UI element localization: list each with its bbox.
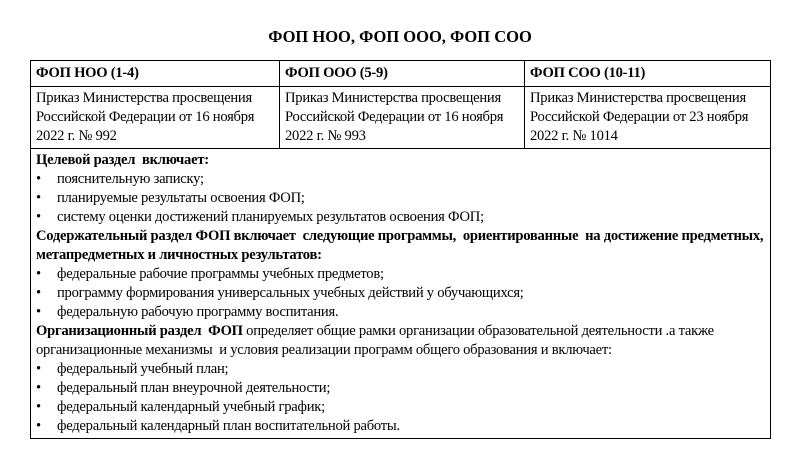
header-ooo: ФОП ООО (5-9) (280, 61, 525, 87)
org-text: определяет общие рамки организации образовательной деятельности .а также организационные механизмы и условия реализации программ общего образования и включает: (36, 323, 718, 358)
header-row (31, 61, 771, 87)
target-list (36, 170, 765, 227)
header-soo: ФОП СОО (10-11) (525, 61, 771, 87)
list-item: • федеральную рабочую программу воспитания. (36, 303, 765, 322)
list-item: • федеральный учебный план; (36, 360, 765, 379)
org-heading: Организационный раздел ФОП (36, 323, 243, 339)
list-item: • пояснительную записку; (36, 170, 765, 189)
page-title: ФОП НОО, ФОП ООО, ФОП СОО (268, 27, 532, 46)
order-soo: Приказ Министерства просвещения Российской Федерации от 23 ноября 2022 г. № 1014 (525, 87, 771, 149)
list-item: • федеральные рабочие программы учебных предметов; (36, 265, 765, 284)
content-list (36, 265, 765, 322)
fop-table (30, 60, 771, 439)
list-item: • планируемые результаты освоения ФОП; (36, 189, 765, 208)
list-item: • федеральный календарный план воспитательной работы. (36, 417, 765, 436)
list-item: • федеральный календарный учебный график; (36, 398, 765, 417)
order-row (31, 87, 771, 149)
order-ooo: Приказ Министерства просвещения Российской Федерации от 16 ноября 2022 г. № 993 (280, 87, 525, 149)
list-item: • федеральный план внеурочной деятельности; (36, 379, 765, 398)
org-paragraph (36, 322, 765, 360)
sections-row (31, 149, 771, 439)
sections-cell (31, 149, 771, 439)
order-noo: Приказ Министерства просвещения Российской Федерации от 16 ноября 2022 г. № 992 (31, 87, 280, 149)
content-heading: Содержательный раздел ФОП включает следующие программы, ориентированные на достижение предметных, метапредметных и личностных результатов: (36, 228, 767, 263)
target-heading: Целевой раздел включает: (36, 152, 209, 168)
list-item: • программу формирования универсальных учебных действий у обучающихся; (36, 284, 765, 303)
list-item: • систему оценки достижений планируемых результатов освоения ФОП; (36, 208, 765, 227)
org-list (36, 360, 765, 436)
header-noo: ФОП НОО (1-4) (31, 61, 280, 87)
